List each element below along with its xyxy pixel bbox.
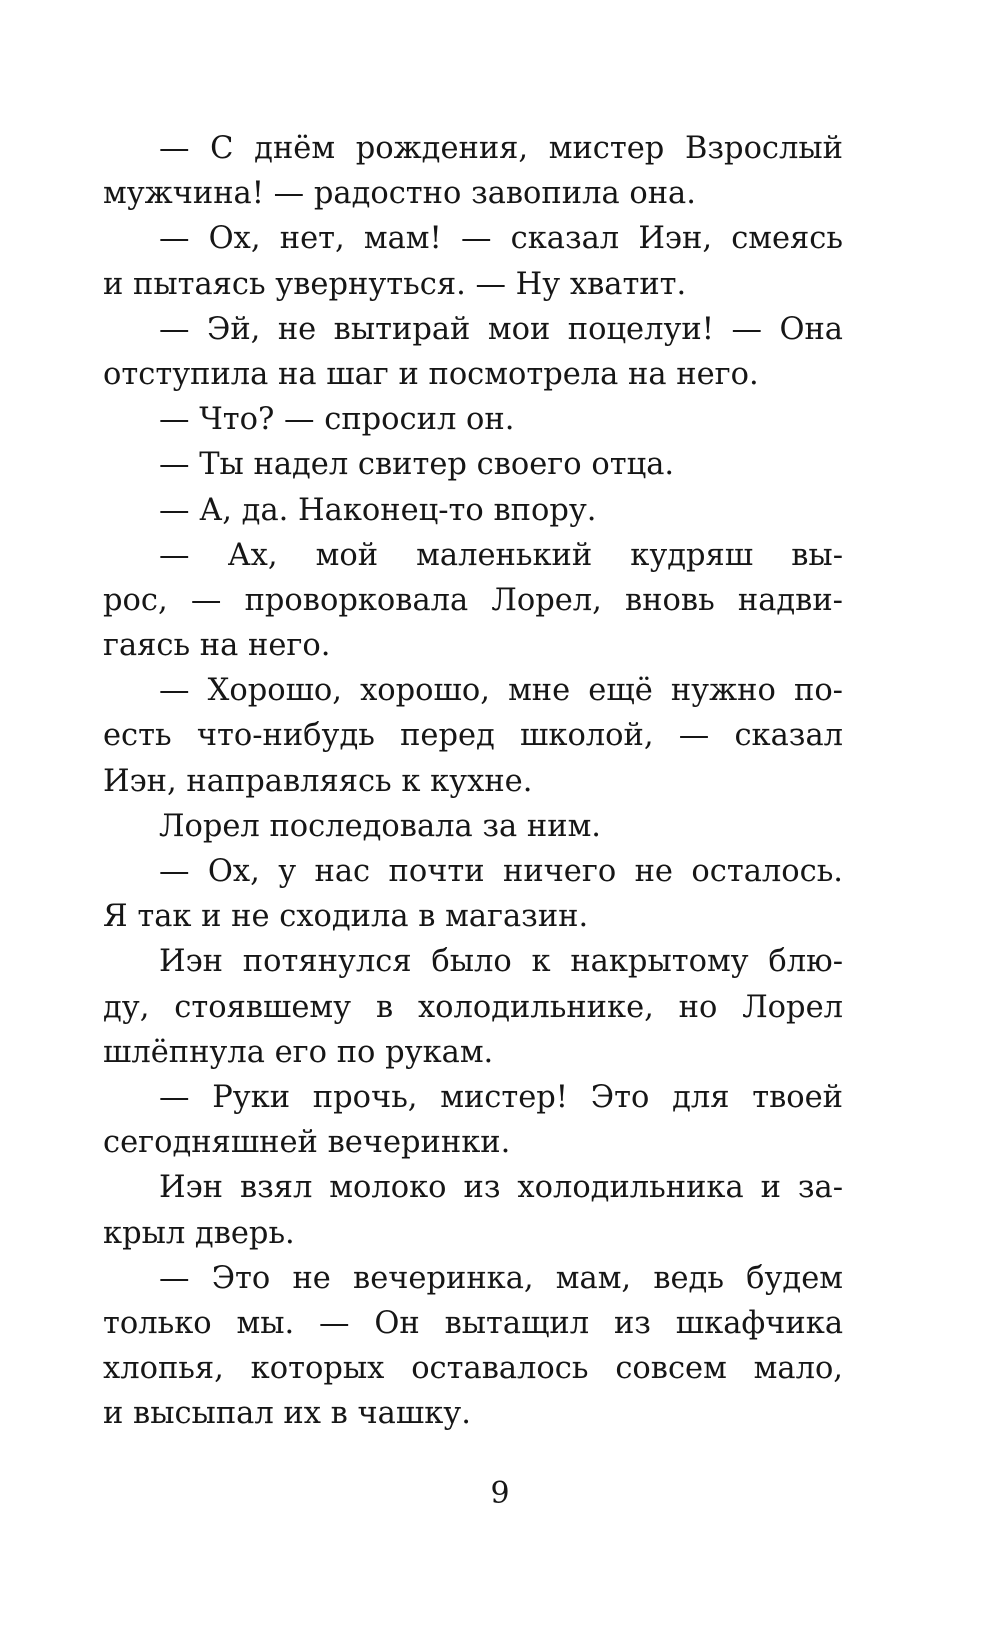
text-line: шлёпнула его по рукам. [103,1034,494,1070]
body-text [103,126,843,1436]
text-line: мужчина! — радостно завопила она. [103,176,696,212]
page-number: 9 [490,1476,510,1511]
text-line: — Это не вечеринка, мам, ведь будем [159,1260,843,1296]
text-line: — С днём рождения, мистер Взрослый [159,131,843,166]
text-line: — Хорошо, хорошо, мне ещё нужно по- [159,673,843,709]
text-line: Лорел последовала за ним. [159,808,601,844]
text-line: сегодняшней вечеринки. [103,1125,511,1161]
text-line: гаясь на него. [103,628,331,664]
text-line: — Эй, не вытирай мои поцелуи! — Она [159,311,843,347]
text-line: крыл дверь. [103,1215,295,1251]
text-line: только мы. — Он вытащил из шкафчика [103,1305,843,1341]
text-line: — Ты надел свитер своего отца. [159,447,675,483]
text-line: — Ох, у нас почти ничего не осталось. [159,854,843,889]
text-line: рос, — проворковала Лорел, вновь надви- [103,582,843,618]
text-line: есть что-нибудь перед школой, — сказал [103,718,843,754]
text-line: Иэн, направляясь к кухне. [103,763,533,799]
text-line: — Руки прочь, мистер! Это для твоей [159,1079,843,1115]
text-line: и высыпал их в чашку. [103,1396,471,1432]
text-line: — Ох, нет, мам! — сказал Иэн, смеясь [159,221,843,257]
text-line: Я так и не сходила в магазин. [103,899,589,935]
text-line: Иэн потянулся было к накрытому блю- [159,944,843,980]
text-line: Иэн взял молоко из холодильника и за- [159,1170,843,1206]
text-line: — Что? — спросил он. [159,402,515,438]
text-line: ду, стоявшему в холодильнике, но Лорел [103,989,843,1025]
text-line: — Ах, мой маленький кудряш вы- [159,537,843,573]
text-line: хлопья, которых оставалось совсем мало, [103,1351,843,1387]
text-line: — А, да. Наконец-то впору. [159,492,597,528]
text-line: отступила на шаг и посмотрела на него. [103,356,759,392]
text-line: и пытаясь увернуться. — Ну хватит. [103,266,687,302]
